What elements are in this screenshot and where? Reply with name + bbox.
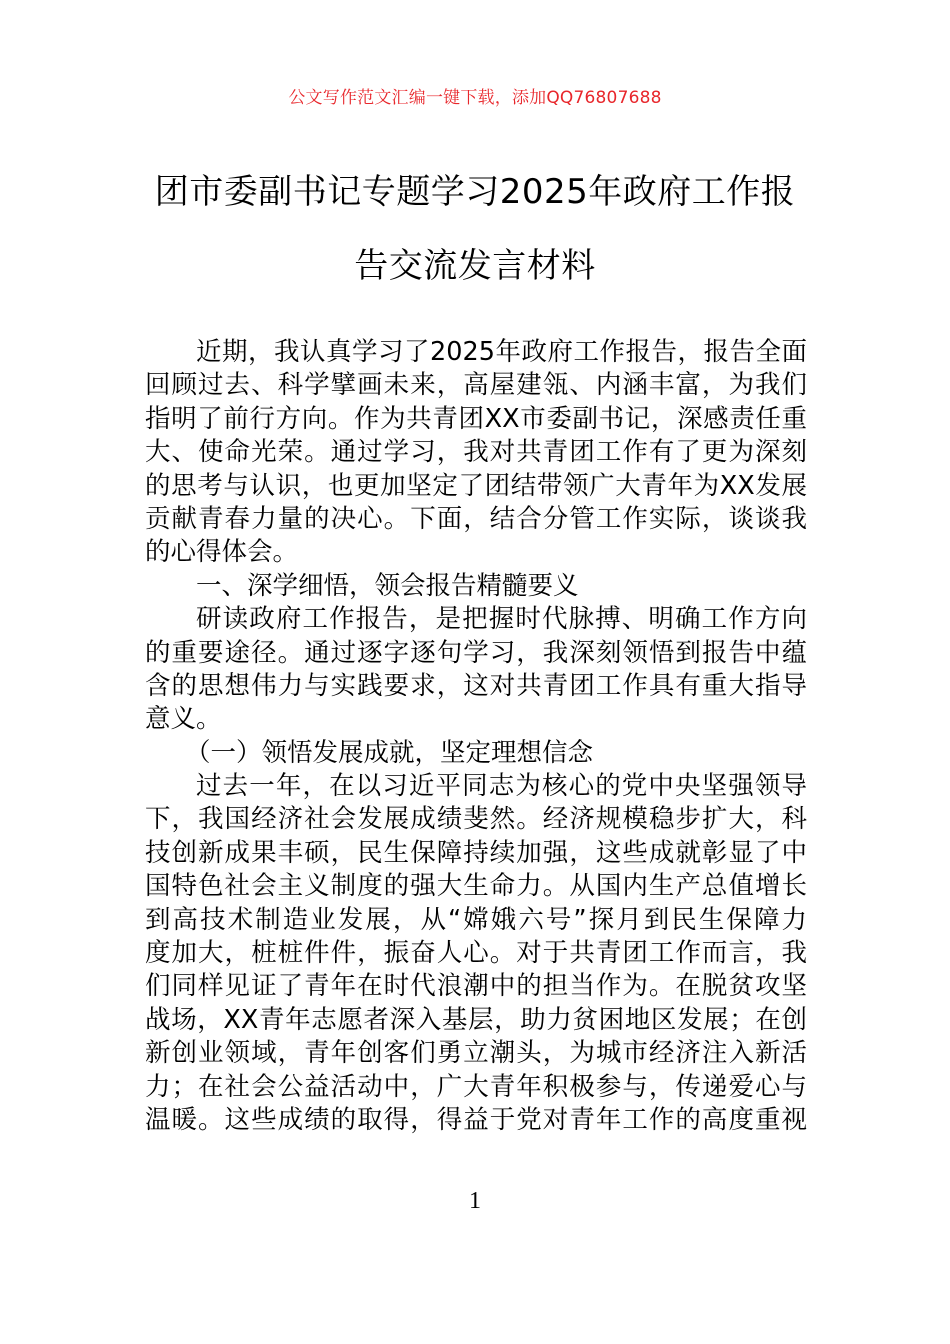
document-title-line-1: 团市委副书记专题学习2025年政府工作报 <box>154 172 796 212</box>
download-banner: 公文写作范文汇编一键下载，添加QQ76807688 <box>288 88 662 108</box>
text-line: 度加大，桩桩件件，振奋人心。对于共青团工作而言，我 <box>145 938 807 969</box>
heading-text: 一、深学细悟，领会报告精髓要义 <box>196 570 579 601</box>
text-line: 回顾过去、科学擘画未来，高屋建瓴、内涵丰富，为我们 <box>145 370 807 401</box>
text-line: 过去一年，在以习近平同志为核心的党中央坚强领导 <box>196 771 807 802</box>
text-line: 大、使命光荣。通过学习，我对共青团工作有了更为深刻 <box>145 437 807 468</box>
text-line: 贡献青春力量的决心。下面，结合分管工作实际，谈谈我 <box>145 503 807 534</box>
section-heading-1 <box>145 570 807 603</box>
text-line: 指明了前行方向。作为共青团XX市委副书记，深感责任重 <box>145 403 807 434</box>
text-line: 下，我国经济社会发展成绩斐然。经济规模稳步扩大，科 <box>145 804 807 835</box>
paragraph-intro <box>145 336 807 570</box>
document-body <box>145 336 807 1137</box>
text-line: 含的思想伟力与实践要求，这对共青团工作具有重大指导 <box>145 670 807 701</box>
text-line: 近期，我认真学习了2025年政府工作报告，报告全面 <box>196 337 807 367</box>
text-line: 的心得体会。 <box>145 537 299 568</box>
text-line: 意义。 <box>145 704 222 735</box>
text-line: 的思考与认识，也更加坚定了团结带领广大青年为XX发展 <box>145 470 807 501</box>
text-line: 到高技术制造业发展，从“嫦娥六号”探月到民生保障力 <box>145 904 807 935</box>
page-number: 1 <box>469 1188 481 1214</box>
document-title-line-2: 告交流发言材料 <box>354 246 596 286</box>
text-line: 力；在社会公益活动中，广大青年积极参与，传递爱心与 <box>145 1071 807 1102</box>
text-line: 温暖。这些成绩的取得，得益于党对青年工作的高度重视 <box>145 1104 807 1135</box>
text-line: 国特色社会主义制度的强大生命力。从国内生产总值增长 <box>145 871 807 902</box>
text-line: 的重要途径。通过逐字逐句学习，我深刻领悟到报告中蕴 <box>145 637 807 668</box>
subsection-heading-1 <box>145 737 807 770</box>
paragraph-study <box>145 603 807 737</box>
text-line: 战场，XX青年志愿者深入基层，助力贫困地区发展；在创 <box>145 1004 807 1035</box>
text-line: 们同样见证了青年在时代浪潮中的担当作为。在脱贫攻坚 <box>145 971 807 1002</box>
heading-text: （一）领悟发展成就，坚定理想信念 <box>185 737 594 768</box>
text-line: 技创新成果丰硕，民生保障持续加强，这些成就彰显了中 <box>145 837 807 868</box>
text-line: 研读政府工作报告，是把握时代脉搏、明确工作方向 <box>196 604 807 635</box>
text-line: 新创业领域，青年创客们勇立潮头，为城市经济注入新活 <box>145 1038 807 1069</box>
paragraph-achievements <box>145 770 807 1137</box>
